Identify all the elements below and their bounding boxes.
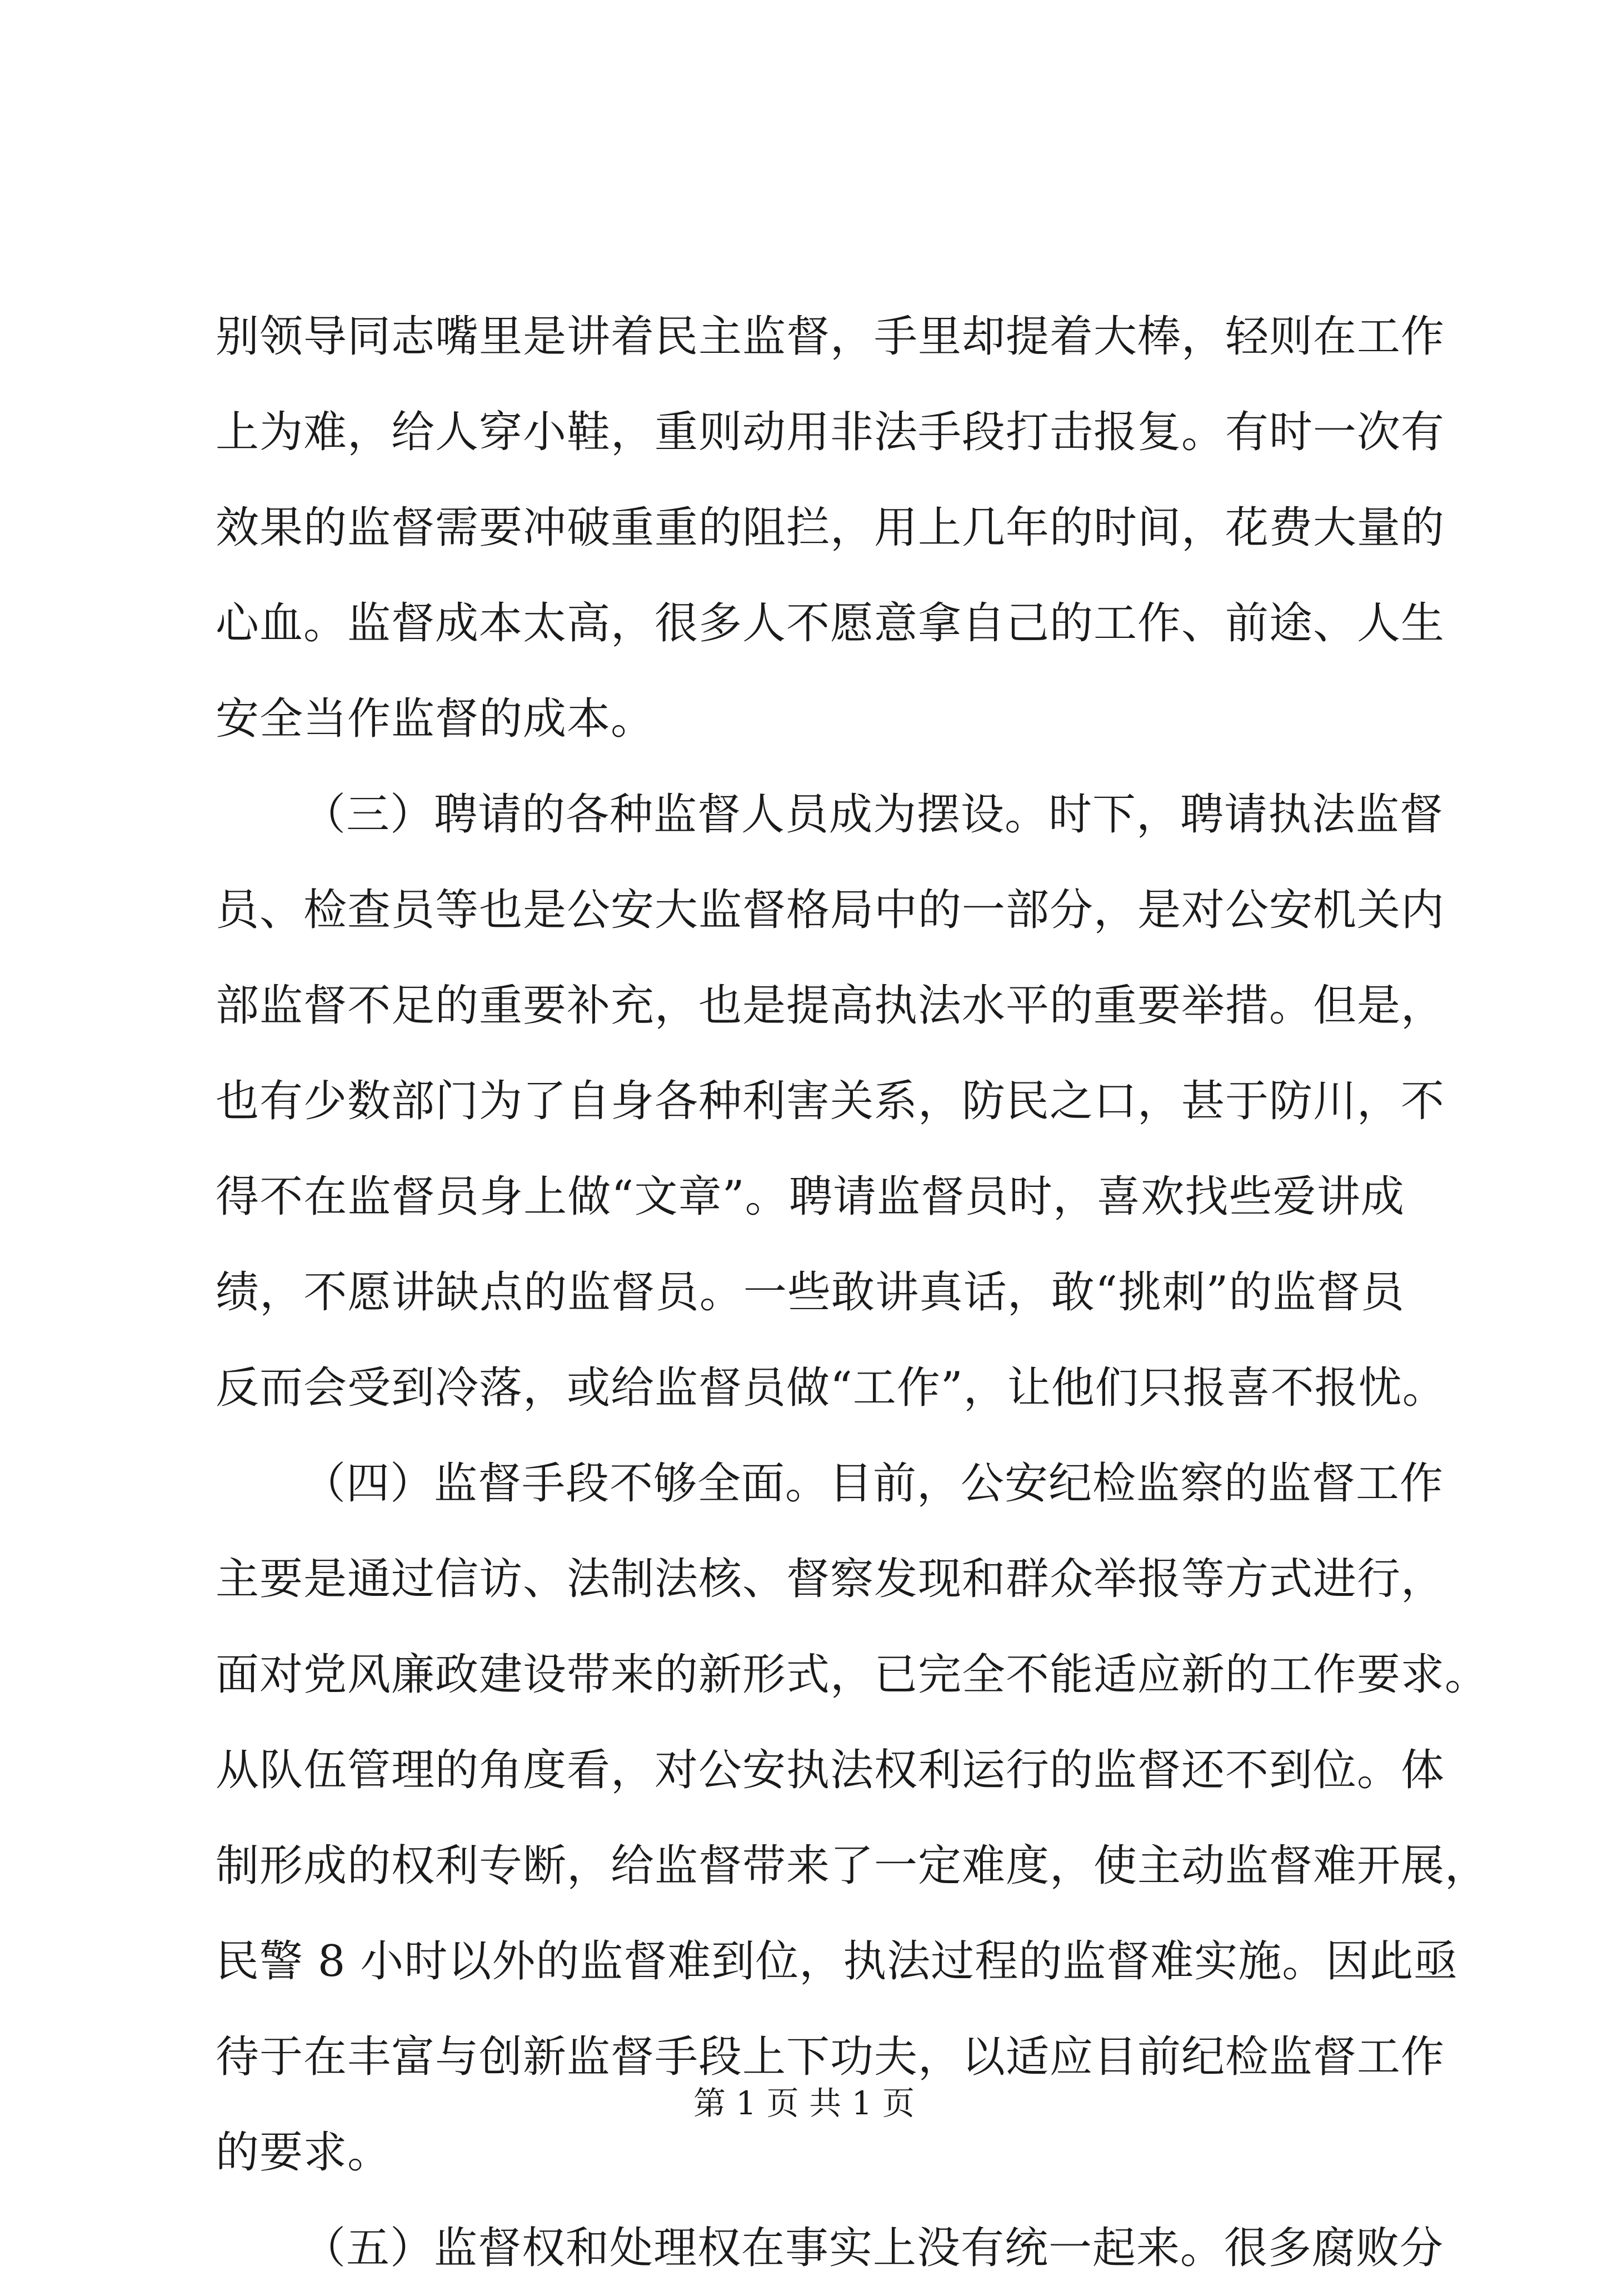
section-heading-line: （四）监督手段不够全面。目前，公安纪检监察的监督工作 — [302, 1459, 1444, 1509]
text-line: 得不在监督员身上做“文章”。聘请监督员时，喜欢找些爱讲成 — [216, 1172, 1405, 1222]
text-line: 民警 8 小时以外的监督难到位，执法过程的监督难实施。因此亟 — [216, 1936, 1458, 1986]
text-line: 心血。监督成本太高，很多人不愿意拿自己的工作、前途、人生 — [216, 598, 1445, 648]
text-line: 待于在丰富与创新监督手段上下功夫，以适应目前纪检监督工作 — [216, 2032, 1445, 2082]
text-line: 从队伍管理的角度看，对公安执法权利运行的监督还不到位。体 — [216, 1745, 1445, 1795]
text-line: 上为难，给人穿小鞋，重则动用非法手段打击报复。有时一次有 — [216, 407, 1445, 457]
text-line: 主要是通过信访、法制法核、督察发现和群众举报等方式进行， — [216, 1554, 1445, 1604]
text-line: 反而会受到冷落，或给监督员做“工作”，让他们只报喜不报忧。 — [216, 1363, 1446, 1413]
section-heading-line: （三）聘请的各种监督人员成为摆设。时下，聘请执法监督 — [302, 790, 1444, 840]
text-line: 制形成的权利专断，给监督带来了一定难度，使主动监督难开展， — [216, 1841, 1489, 1891]
body-text — [216, 289, 1489, 2296]
text-line: 绩，不愿讲缺点的监督员。一些敢讲真话，敢“挑刺”的监督员 — [216, 1267, 1405, 1317]
text-line: 的要求。 — [216, 2128, 392, 2178]
text-line: 员、检查员等也是公安大监督格局中的一部分，是对公安机关内 — [216, 885, 1445, 935]
text-line: 别领导同志嘴里是讲着民主监督，手里却提着大棒，轻则在工作 — [216, 312, 1445, 362]
text-line: 也有少数部门为了自身各种利害关系，防民之口，甚于防川，不 — [216, 1076, 1445, 1126]
text-line: 效果的监督需要冲破重重的阻拦，用上几年的时间，花费大量的 — [216, 503, 1445, 553]
text-line: 部监督不足的重要补充，也是提高执法水平的重要举措。但是， — [216, 981, 1445, 1031]
text-line: 面对党风廉政建设带来的新形式，已完全不能适应新的工作要求。 — [216, 1650, 1489, 1700]
text-line: 安全当作监督的成本。 — [216, 694, 655, 744]
section-heading-line: （五）监督权和处理权在事实上没有统一起来。很多腐败分 — [302, 2223, 1444, 2273]
page-footer: 第 1 页 共 1 页 — [693, 2084, 915, 2122]
